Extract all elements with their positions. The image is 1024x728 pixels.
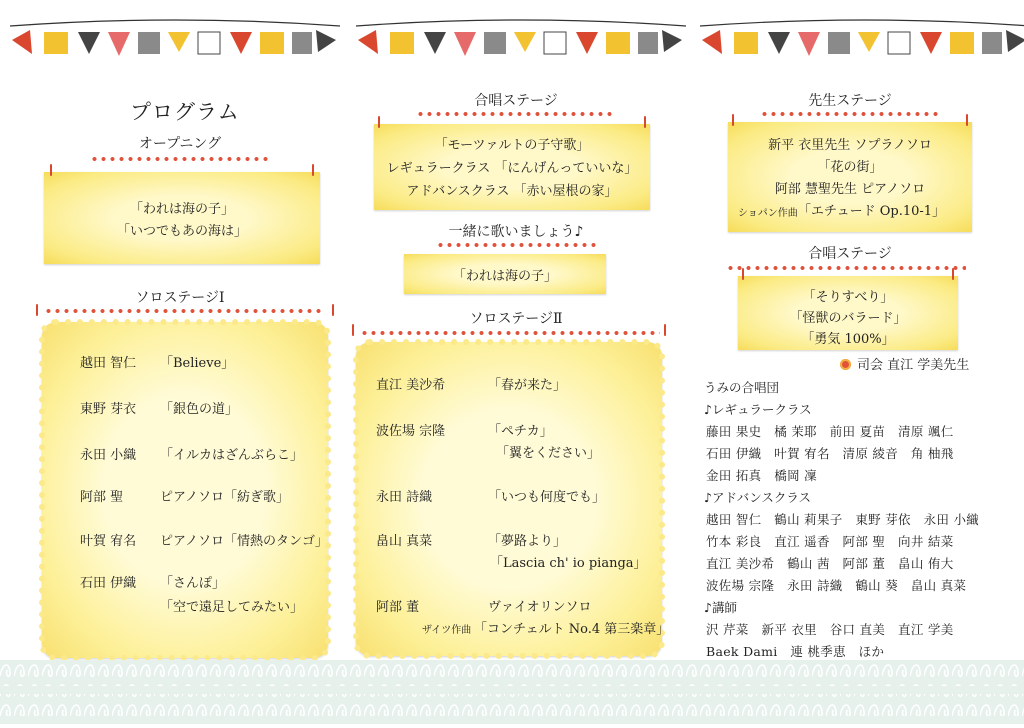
teacher-line-4: 「エチュード Op.10-1」 xyxy=(798,204,946,219)
regular-row-2: 石田 伊織 叶賀 宥名 清原 綾音 角 柚飛 xyxy=(706,446,954,461)
solo2-piece-3: 「いつも何度でも」 xyxy=(488,490,606,505)
choir2-line-1: 「そりすべり」 xyxy=(802,290,894,305)
bunting-garland-icon xyxy=(10,18,340,68)
singalong-panel xyxy=(404,254,606,294)
solo1-piece-1: 「Believe」 xyxy=(160,356,235,371)
program-title: プログラム xyxy=(130,100,240,124)
solo2-piece-2b: 「翼をください」 xyxy=(496,446,601,461)
solo2-name-5: 阿部 董 xyxy=(376,600,420,615)
teachers-row-1: 沢 芹菜 新平 衣里 谷口 直美 直江 学美 xyxy=(706,622,954,637)
teacher-line-2: 「花の街」 xyxy=(817,160,883,175)
solo1-piece-2: 「銀色の道」 xyxy=(160,402,239,417)
dot-divider xyxy=(44,308,324,314)
regular-heading: ♪レギュラークラス xyxy=(704,402,812,417)
solo1-name-3: 永田 小織 xyxy=(80,448,137,463)
teachers-heading: ♪講師 xyxy=(704,600,737,615)
solo1-panel xyxy=(42,322,328,658)
opening-line-2: 「いつでもあの海は」 xyxy=(116,224,247,239)
solo2-name-4: 畠山 真菜 xyxy=(376,534,433,549)
solo1-heading: ソロステージⅠ xyxy=(135,290,225,306)
advance-heading: ♪アドバンスクラス xyxy=(704,490,811,505)
advance-row-4: 波佐場 宗隆 永田 詩織 鶴山 葵 畠山 真菜 xyxy=(706,578,967,593)
advance-row-3: 直江 美沙希 鶴山 茜 阿部 董 畠山 侑大 xyxy=(706,556,954,571)
choir-line-3: アドバンスクラス 「赤い屋根の家」 xyxy=(406,184,618,199)
solo2-name-1: 直江 美沙希 xyxy=(376,378,446,393)
solo2-piece-5b: 「コンチェルト No.4 第三楽章」 xyxy=(474,622,670,637)
dot-divider xyxy=(416,111,616,117)
teacher-line-1: 新平 衣里先生 ソプラノソロ xyxy=(768,138,932,153)
wave-pattern-icon xyxy=(0,660,1024,724)
column-left xyxy=(0,0,340,660)
solo2-piece-2: 「ペチカ」 xyxy=(488,424,553,439)
dot-divider xyxy=(360,330,660,336)
footer-wave-band xyxy=(0,660,1024,724)
dot-divider xyxy=(90,156,270,162)
solo2-piece-1: 「春が来た」 xyxy=(488,378,567,393)
choir-line-2: レギュラークラス 「にんげんっていいな」 xyxy=(386,161,638,176)
advance-row-2: 竹本 彩良 直江 遥香 阿部 聖 向井 結菜 xyxy=(706,534,954,549)
group-name: うみの合唱団 xyxy=(704,380,780,395)
solo2-panel xyxy=(356,342,670,656)
singalong-line-1: 「われは海の子」 xyxy=(452,269,557,284)
solo1-name-5: 叶賀 宥名 xyxy=(80,534,137,549)
regular-row-1: 藤田 果史 橘 茉耶 前田 夏苗 清原 颯仁 xyxy=(706,424,954,439)
bunting-garland-icon xyxy=(700,18,1024,68)
mc-credit xyxy=(840,354,969,373)
teacher-composer-note: ショパン作曲 xyxy=(738,208,798,219)
opening-heading: オープニング xyxy=(138,136,222,152)
choir-heading: 合唱ステージ xyxy=(474,93,558,109)
solo2-piece-4b: 「Lascia ch' io pianga」 xyxy=(490,556,647,571)
choir2-panel xyxy=(738,276,958,350)
advance-row-1: 越田 智仁 鶴山 莉果子 東野 芽依 永田 小織 xyxy=(706,512,980,527)
solo1-piece-6: 「さんぽ」 xyxy=(160,576,226,591)
solo1-name-1: 越田 智仁 xyxy=(80,356,137,371)
teacher-heading: 先生ステージ xyxy=(808,93,892,109)
dot-divider xyxy=(436,242,596,248)
solo1-name-4: 阿部 聖 xyxy=(80,490,124,505)
solo2-composer-note: ザイツ作曲 xyxy=(422,625,472,636)
solo2-heading: ソロステージⅡ xyxy=(469,311,563,327)
dot-divider xyxy=(726,265,966,271)
mc-text: 司会 直江 学美先生 xyxy=(857,358,970,373)
solo1-piece-6b: 「空で遠足してみたい」 xyxy=(160,600,304,615)
choir-panel xyxy=(374,124,650,210)
singalong-heading: 一緒に歌いましょう♪ xyxy=(448,224,584,240)
choir2-line-3: 「勇気 100%」 xyxy=(801,332,895,347)
bunting-garland-icon xyxy=(356,18,686,68)
opening-panel xyxy=(44,172,320,264)
teacher-panel xyxy=(728,122,972,232)
regular-row-3: 金田 拓真 橋岡 凜 xyxy=(706,468,817,483)
choir-line-1: 「モーツァルトの子守歌」 xyxy=(434,138,590,153)
flower-icon xyxy=(840,359,851,370)
solo2-piece-5: ヴァイオリンソロ xyxy=(488,600,592,615)
choir2-line-2: 「怪獣のバラード」 xyxy=(789,311,907,326)
solo2-piece-4: 「夢路より」 xyxy=(488,534,567,549)
solo2-name-3: 永田 詩織 xyxy=(376,490,433,505)
solo1-piece-5: ピアノソロ「情熱のタンゴ」 xyxy=(160,534,328,549)
opening-line-1: 「われは海の子」 xyxy=(129,202,234,217)
solo1-name-2: 東野 芽衣 xyxy=(80,402,137,417)
teacher-line-3: 阿部 慧聖先生 ピアノソロ xyxy=(774,182,926,197)
teachers-row-2: Baek Dami 連 桃季恵 ほか xyxy=(706,644,885,659)
dot-divider xyxy=(760,111,940,117)
solo1-piece-3: 「イルカはざんぶらこ」 xyxy=(160,448,304,463)
column-right xyxy=(690,0,1024,660)
solo2-name-2: 波佐場 宗隆 xyxy=(376,424,446,439)
choir2-heading: 合唱ステージ xyxy=(808,246,892,262)
solo1-name-6: 石田 伊織 xyxy=(80,576,137,591)
column-middle xyxy=(346,0,686,660)
solo1-piece-4: ピアノソロ「紡ぎ歌」 xyxy=(160,490,289,505)
